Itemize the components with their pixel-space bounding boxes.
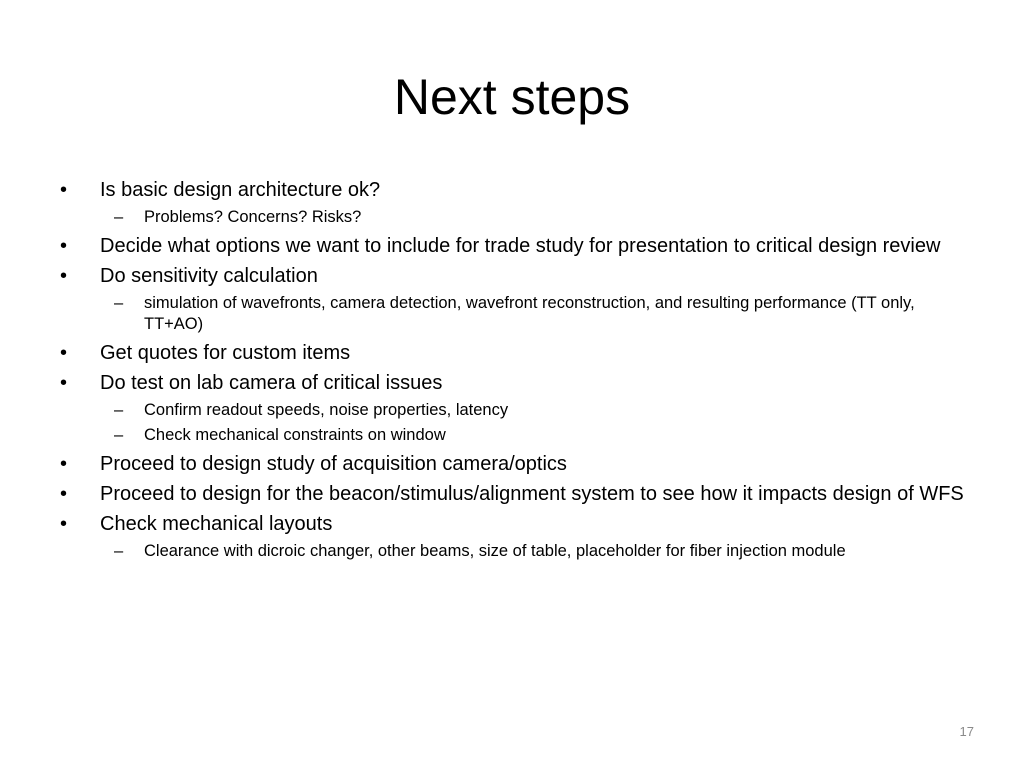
bullet-item xyxy=(56,482,976,507)
bullet-icon: • xyxy=(60,342,68,364)
bullet-item xyxy=(56,234,976,259)
slide-title: Next steps xyxy=(393,69,631,125)
bullet-item xyxy=(56,371,976,396)
dash-icon: – xyxy=(114,426,124,444)
bullet-list xyxy=(56,178,976,562)
bullet-icon: • xyxy=(60,453,68,475)
bullet-icon: • xyxy=(60,372,68,394)
sub-bullet-item xyxy=(56,400,976,421)
bullet-text: Is basic design architecture ok? xyxy=(100,179,381,201)
bullet-text: Proceed to design for the beacon/stimulus/alignment system to see how it impacts design of WFS xyxy=(100,483,964,505)
bullet-text: Proceed to design study of acquisition camera/optics xyxy=(100,453,567,475)
bullet-item xyxy=(56,512,976,537)
dash-icon: – xyxy=(114,208,124,226)
bullet-text: Decide what options we want to include for trade study for presentation to critical design review xyxy=(100,235,941,257)
dash-icon: – xyxy=(114,294,124,312)
bullet-icon: • xyxy=(60,265,68,287)
sub-bullet-text: Check mechanical constraints on window xyxy=(144,426,446,444)
bullet-text: Get quotes for custom items xyxy=(100,342,351,364)
bullet-icon: • xyxy=(60,235,68,257)
sub-bullet-item xyxy=(56,425,976,446)
bullet-item xyxy=(56,452,976,477)
bullet-icon: • xyxy=(60,483,68,505)
bullet-icon: • xyxy=(60,179,68,201)
bullet-item xyxy=(56,264,976,289)
sub-bullet-text: Confirm readout speeds, noise properties, latency xyxy=(144,401,509,419)
sub-bullet-text: Problems? Concerns? Risks? xyxy=(144,208,362,226)
dash-icon: – xyxy=(114,401,124,419)
bullet-item xyxy=(56,341,976,366)
sub-bullet-text: Clearance with dicroic changer, other beams, size of table, placeholder for fiber injection module xyxy=(144,542,846,560)
page-number: 17 xyxy=(959,724,974,739)
bullet-text: Check mechanical layouts xyxy=(100,513,333,535)
bullet-item xyxy=(56,178,976,203)
sub-bullet-item xyxy=(56,207,976,228)
bullet-text: Do test on lab camera of critical issues xyxy=(100,372,443,394)
dash-icon: – xyxy=(114,542,124,560)
bullet-text: Do sensitivity calculation xyxy=(100,265,318,287)
sub-bullet-text: simulation of wavefronts, camera detection, wavefront reconstruction, and resulting performance (TT only, TT+AO) xyxy=(144,294,915,333)
sub-bullet-item xyxy=(56,541,976,562)
bullet-icon: • xyxy=(60,513,68,535)
sub-bullet-item xyxy=(56,293,976,335)
